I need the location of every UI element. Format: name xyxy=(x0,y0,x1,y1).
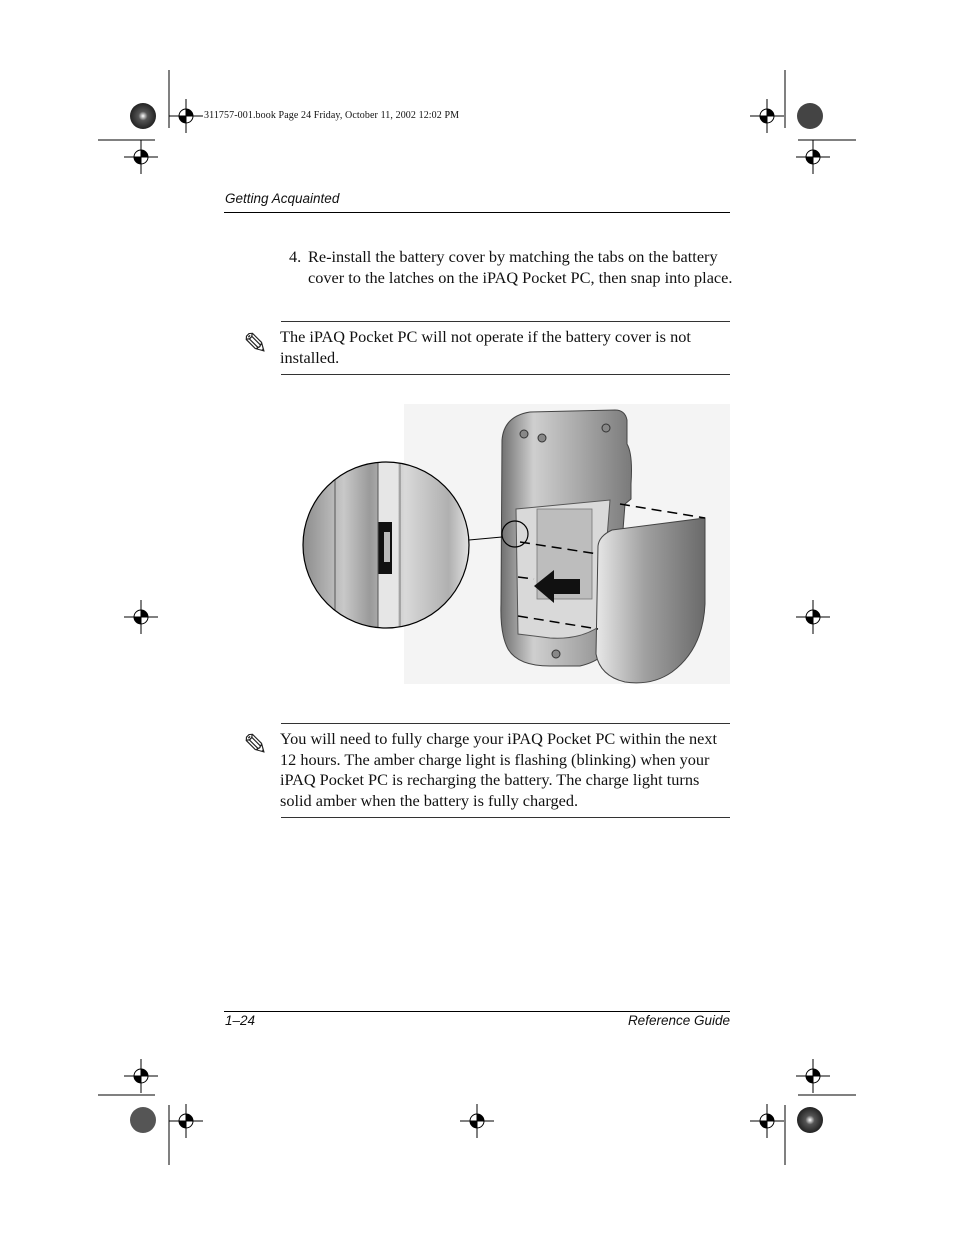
note-text: The iPAQ Pocket PC will not operate if the battery cover is not installed. xyxy=(280,327,691,367)
pencil-note-icon: ✎ xyxy=(243,328,269,361)
note-text: You will need to fully charge your iPAQ Pocket PC within the next 12 hours. The amber charge light is flashing (blinking) when your iPAQ Pocket PC is recharging the battery. The charge light turns solid amber when the battery is fully charged. xyxy=(280,729,718,810)
pencil-note-icon: ✎ xyxy=(243,729,269,762)
step-number: 4. xyxy=(289,247,302,266)
header-rule xyxy=(224,212,730,213)
note-rule-top xyxy=(281,321,730,322)
step-item xyxy=(289,247,734,288)
page-number: 1–24 xyxy=(225,1013,256,1028)
footer-rule xyxy=(224,1011,730,1012)
note-rule-top xyxy=(281,723,730,724)
print-info: 311757-001.book Page 24 Friday, October 11, 2002 12:02 PM xyxy=(204,110,460,121)
color-bar-rosette xyxy=(797,1107,823,1133)
guide-title: Reference Guide xyxy=(627,1013,730,1028)
color-bar-rosette xyxy=(797,103,823,129)
color-bar-rosette xyxy=(130,1107,156,1133)
running-header: Getting Acquainted xyxy=(225,191,340,206)
note-rule-bottom xyxy=(281,374,730,375)
note-rule-bottom xyxy=(281,817,730,818)
step-text: Re-install the battery cover by matching the tabs on the battery cover to the latches on the iPAQ Pocket PC, then snap into place. xyxy=(308,247,733,287)
battery-cover-illustration xyxy=(280,404,730,684)
color-bar-rosette xyxy=(130,103,156,129)
